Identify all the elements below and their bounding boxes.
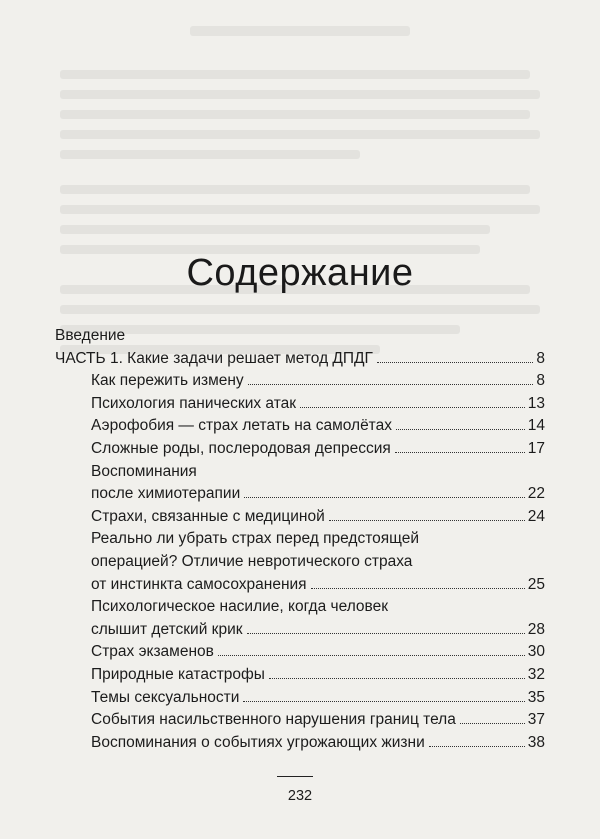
toc-entry bbox=[55, 370, 545, 393]
toc-page-number: 25 bbox=[527, 575, 545, 593]
toc-entry bbox=[55, 709, 545, 732]
toc-entry bbox=[55, 732, 545, 755]
dot-leader bbox=[377, 362, 533, 363]
toc-entry bbox=[55, 415, 545, 438]
toc-page-number: 35 bbox=[527, 688, 545, 706]
footer-rule bbox=[277, 776, 313, 777]
toc-entry bbox=[55, 438, 545, 461]
toc-page-number: 38 bbox=[527, 733, 545, 751]
toc-entry-title: Введение bbox=[55, 327, 126, 344]
dot-leader bbox=[329, 520, 525, 521]
toc-entry bbox=[55, 506, 545, 529]
dot-leader bbox=[429, 746, 525, 747]
toc-entry bbox=[55, 641, 545, 664]
table-of-contents bbox=[55, 325, 545, 754]
toc-page-number: 37 bbox=[527, 711, 545, 729]
page-title: Содержание bbox=[186, 252, 414, 294]
toc-entry bbox=[55, 664, 545, 687]
toc-entry bbox=[55, 596, 545, 641]
toc-entry-title: Темы сексуальности bbox=[91, 688, 240, 706]
dot-leader bbox=[218, 655, 525, 656]
dot-leader bbox=[311, 588, 525, 589]
toc-page-number: 32 bbox=[527, 665, 545, 683]
toc-entry-title: Страх экзаменов bbox=[91, 643, 214, 661]
toc-entry bbox=[55, 393, 545, 416]
toc-entry bbox=[55, 461, 545, 506]
page-number: 232 bbox=[287, 788, 313, 804]
toc-entry-title: после химиотерапии bbox=[91, 485, 241, 503]
toc-entry-title: Психология панических атак bbox=[91, 394, 297, 412]
toc-entry-title: Как пережить измену bbox=[91, 372, 244, 390]
toc-page-number: 24 bbox=[527, 507, 545, 525]
toc-page-number: 28 bbox=[527, 620, 545, 638]
dot-leader bbox=[269, 678, 525, 679]
dot-leader bbox=[244, 497, 525, 498]
dot-leader bbox=[247, 633, 525, 634]
toc-entry-title: Природные катастрофы bbox=[91, 665, 265, 683]
toc-page-number: 8 bbox=[536, 372, 545, 390]
toc-entry bbox=[55, 348, 545, 371]
dot-leader bbox=[460, 723, 525, 724]
dot-leader bbox=[248, 384, 534, 385]
toc-entry-title: Страхи, связанные с медициной bbox=[91, 507, 325, 525]
toc-entry-title: События насильственного нарушения границ тела bbox=[91, 711, 456, 729]
toc-entry bbox=[55, 325, 545, 348]
toc-entry-title: Психологическое насилие, когда человек bbox=[91, 598, 389, 616]
toc-page-number: 8 bbox=[536, 349, 545, 367]
toc-entry bbox=[55, 528, 545, 596]
toc-page-number: 30 bbox=[527, 643, 545, 661]
toc-entry-title: Аэрофобия — страх летать на самолётах bbox=[91, 417, 392, 435]
toc-entry-title: от инстинкта самосохранения bbox=[91, 575, 307, 593]
toc-entry-title: операцией? Отличие невротического страха bbox=[91, 552, 413, 570]
dot-leader bbox=[396, 429, 525, 430]
toc-entry-title: ЧАСТЬ 1. Какие задачи решает метод ДПДГ bbox=[55, 349, 373, 367]
toc-page-number: 14 bbox=[527, 417, 545, 435]
toc-entry-title: Реально ли убрать страх перед предстоящей bbox=[91, 530, 419, 548]
dot-leader bbox=[395, 452, 525, 453]
toc-entry-title: слышит детский крик bbox=[91, 620, 243, 638]
toc-entry-title: Сложные роды, послеродовая депрессия bbox=[91, 439, 391, 457]
dot-leader bbox=[243, 701, 524, 702]
toc-entry-title: Воспоминания о событиях угрожающих жизни bbox=[91, 733, 425, 751]
toc-entry-title: Воспоминания bbox=[91, 462, 197, 480]
toc-page-number: 17 bbox=[527, 439, 545, 457]
toc-page-number: 13 bbox=[527, 394, 545, 412]
toc-page-number: 22 bbox=[527, 485, 545, 503]
dot-leader bbox=[300, 407, 525, 408]
toc-entry bbox=[55, 687, 545, 710]
